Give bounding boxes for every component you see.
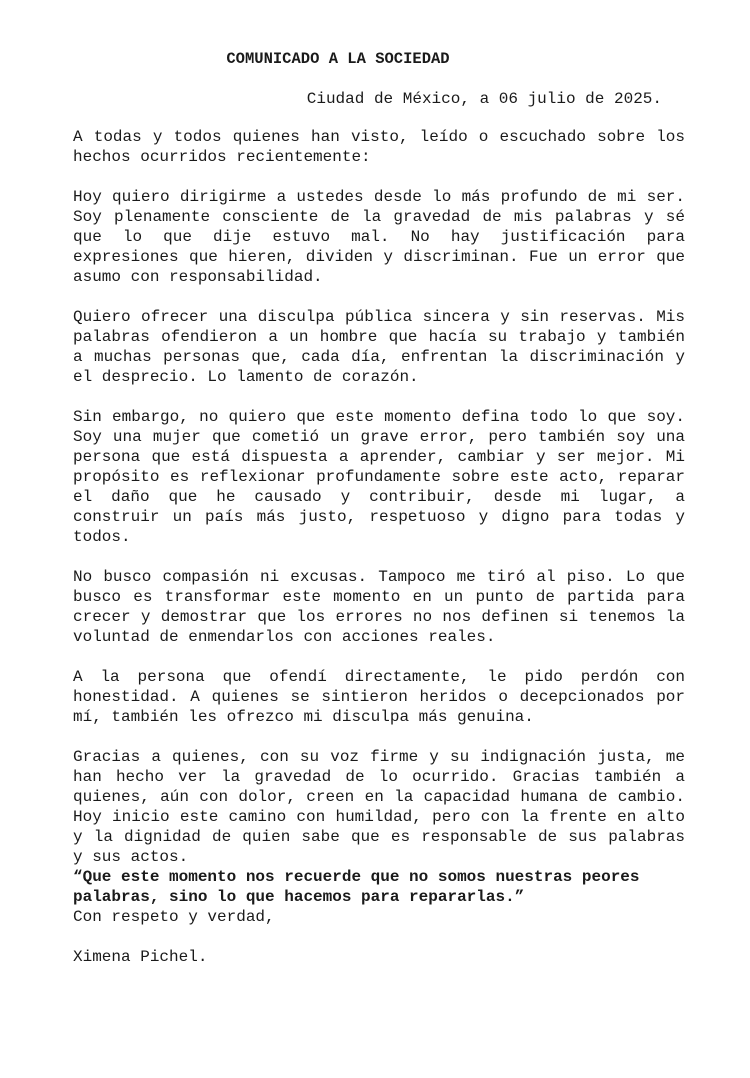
paragraph-salutation: A todas y todos quienes han visto, leído o escuchado sobre los hechos ocurridos recientemente: xyxy=(73,128,685,166)
closing-line: Con respeto y verdad, xyxy=(73,908,275,926)
document-body xyxy=(73,127,685,967)
paragraph-1: Hoy quiero dirigirme a ustedes desde lo más profundo de mi ser. Soy plenamente consciente de la gravedad de mis palabras y sé que lo que dije estuvo mal. No hay justificación para expresiones que hieren, dividen y discriminan. Fue un error que asumo con responsabilidad. xyxy=(73,188,685,286)
paragraph-3: Sin embargo, no quiero que este momento defina todo lo que soy. Soy una mujer que cometió un grave error, pero también soy una persona que está dispuesta a aprender, cambiar y ser mejor. Mi propósito es reflexionar profundamente sobre este acto, reparar el daño que he causado y contribuir, desde mi lugar, a construir un país más justo, respetuoso y digno para todas y todos. xyxy=(73,408,685,546)
paragraph-2: Quiero ofrecer una disculpa pública sincera y sin reservas. Mis palabras ofendieron a un hombre que hacía su trabajo y también a muchas personas que, cada día, enfrentan la discriminación y el desprecio. Lo lamento de corazón. xyxy=(73,308,685,386)
signature: Ximena Pichel. xyxy=(73,948,208,966)
paragraph-6: Gracias a quienes, con su voz firme y su indignación justa, me han hecho ver la gravedad de lo ocurrido. Gracias también a quienes, aún con dolor, creen en la capacidad humana de cambio. Hoy inicio este camino con humildad, pero con la frente en alto y la dignidad de quien sabe que es responsable de sus palabras y sus actos. xyxy=(73,748,685,866)
document-title: COMUNICADO A LA SOCIEDAD xyxy=(226,50,450,68)
dateline: Ciudad de México, a 06 julio de 2025. xyxy=(306,90,662,108)
paragraph-5: A la persona que ofendí directamente, le pido perdón con honestidad. A quienes se sintieron heridos o decepcionados por mí, también les ofrezco mi disculpa más genuina. xyxy=(73,668,685,726)
closing-quote: “Que este momento nos recuerde que no somos nuestras peores palabras, sino lo que hacemos para repararlas.” xyxy=(73,868,640,906)
paragraph-4: No busco compasión ni excusas. Tampoco me tiró al piso. Lo que busco es transformar este momento en un punto de partida para crecer y demostrar que los errores no nos definen si tenemos la voluntad de enmendarlos con acciones reales. xyxy=(73,568,685,646)
